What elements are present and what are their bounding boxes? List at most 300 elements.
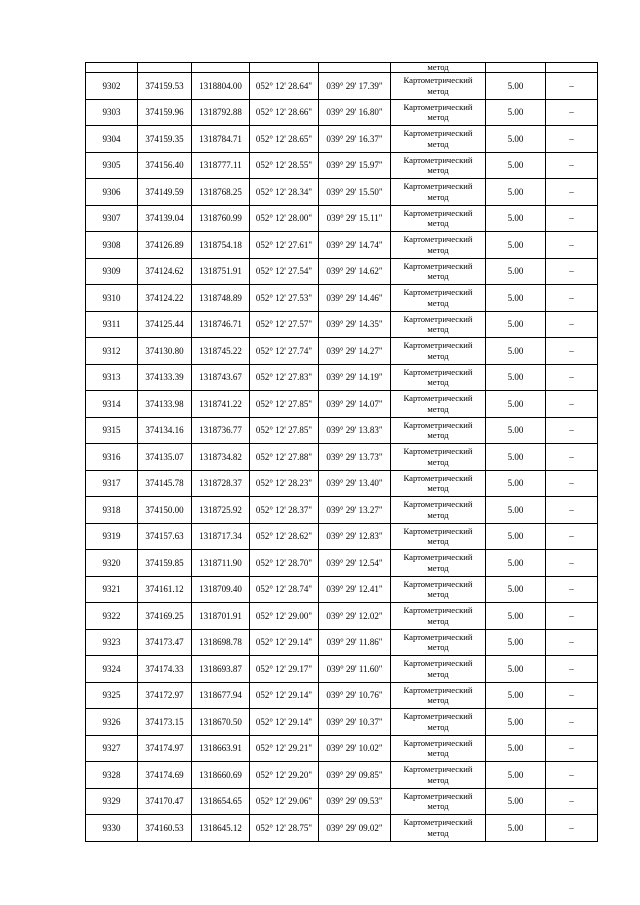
cell-x-coordinate: 374161.12	[138, 576, 192, 603]
cell-accuracy: 5.00	[486, 126, 546, 153]
cell-y-coordinate: 1318709.40	[192, 576, 250, 603]
cell-note: –	[546, 417, 598, 444]
cell-y-coordinate: 1318698.78	[192, 629, 250, 656]
cell-y-coordinate: 1318670.50	[192, 709, 250, 736]
cell-note: –	[546, 470, 598, 497]
cell-x-coordinate: 374126.89	[138, 232, 192, 259]
cell-empty	[546, 63, 598, 73]
method-line-2: метод	[427, 695, 449, 706]
cell-longitude: 039° 29' 13.73"	[319, 444, 391, 471]
cell-method-fragment	[391, 63, 486, 73]
method-line-2: метод	[427, 403, 449, 414]
table-row	[86, 709, 598, 736]
cell-longitude: 039° 29' 10.76"	[319, 682, 391, 709]
method-line-2: метод	[427, 774, 449, 785]
cell-accuracy: 5.00	[486, 152, 546, 179]
table-row	[86, 338, 598, 365]
cell-point-number: 9323	[86, 629, 138, 656]
cell-latitude: 052° 12' 28.34"	[250, 179, 319, 206]
cell-x-coordinate: 374169.25	[138, 603, 192, 630]
cell-accuracy: 5.00	[486, 550, 546, 577]
method-line-2: метод	[427, 165, 449, 176]
cell-longitude: 039° 29' 11.86"	[319, 629, 391, 656]
table-row	[86, 523, 598, 550]
cell-method	[391, 311, 486, 338]
method-line-2: метод	[427, 748, 449, 759]
method-line-2: метод	[427, 85, 449, 96]
method-line-1: Картометрический	[403, 128, 473, 139]
cell-x-coordinate: 374157.63	[138, 523, 192, 550]
cell-latitude: 052° 12' 28.70"	[250, 550, 319, 577]
cell-longitude: 039° 29' 12.02"	[319, 603, 391, 630]
method-line-1: Картометрический	[403, 472, 473, 483]
cell-method	[391, 338, 486, 365]
cell-method	[391, 788, 486, 815]
cell-longitude: 039° 29' 09.53"	[319, 788, 391, 815]
cell-x-coordinate: 374156.40	[138, 152, 192, 179]
cell-point-number: 9304	[86, 126, 138, 153]
method-line-1: Картометрический	[403, 525, 473, 536]
cell-method	[391, 762, 486, 789]
method-line-1: Картометрический	[403, 578, 473, 589]
method-line-2: метод	[427, 191, 449, 202]
cell-x-coordinate: 374159.35	[138, 126, 192, 153]
cell-y-coordinate: 1318754.18	[192, 232, 250, 259]
cell-method	[391, 550, 486, 577]
cell-longitude: 039° 29' 10.02"	[319, 735, 391, 762]
cell-longitude: 039° 29' 13.40"	[319, 470, 391, 497]
table-row	[86, 735, 598, 762]
cell-point-number: 9306	[86, 179, 138, 206]
cell-point-number: 9318	[86, 497, 138, 524]
cell-y-coordinate: 1318645.12	[192, 815, 250, 842]
cell-accuracy: 5.00	[486, 603, 546, 630]
table-row	[86, 152, 598, 179]
table-row	[86, 179, 598, 206]
table-row	[86, 444, 598, 471]
cell-point-number: 9302	[86, 73, 138, 100]
cell-latitude: 052° 12' 29.21"	[250, 735, 319, 762]
cell-point-number: 9319	[86, 523, 138, 550]
cell-method	[391, 576, 486, 603]
cell-latitude: 052° 12' 29.20"	[250, 762, 319, 789]
method-line-1: Картометрический	[403, 207, 473, 218]
cell-accuracy: 5.00	[486, 656, 546, 683]
cell-point-number: 9315	[86, 417, 138, 444]
cell-x-coordinate: 374139.04	[138, 205, 192, 232]
cell-x-coordinate: 374159.96	[138, 99, 192, 126]
cell-method	[391, 152, 486, 179]
method-line-1: Картометрический	[403, 181, 473, 192]
cell-point-number: 9307	[86, 205, 138, 232]
method-line-2: метод	[427, 430, 449, 441]
cell-latitude: 052° 12' 29.14"	[250, 629, 319, 656]
cell-accuracy: 5.00	[486, 311, 546, 338]
cell-y-coordinate: 1318728.37	[192, 470, 250, 497]
cell-note: –	[546, 205, 598, 232]
cell-accuracy: 5.00	[486, 682, 546, 709]
cell-longitude: 039° 29' 16.80"	[319, 99, 391, 126]
cell-method	[391, 523, 486, 550]
table-row	[86, 682, 598, 709]
cell-point-number: 9312	[86, 338, 138, 365]
method-line-2: метод	[427, 668, 449, 679]
cell-y-coordinate: 1318745.22	[192, 338, 250, 365]
method-line-1: Картометрический	[403, 764, 473, 775]
cell-latitude: 052° 12' 27.61"	[250, 232, 319, 259]
table-row	[86, 73, 598, 100]
cell-point-number: 9313	[86, 364, 138, 391]
cell-latitude: 052° 12' 28.75"	[250, 815, 319, 842]
method-line-1: Картометрический	[403, 605, 473, 616]
table-row	[86, 99, 598, 126]
cell-note: –	[546, 99, 598, 126]
cell-point-number: 9322	[86, 603, 138, 630]
cell-point-number: 9329	[86, 788, 138, 815]
cell-longitude: 039° 29' 17.39"	[319, 73, 391, 100]
table-row	[86, 497, 598, 524]
cell-note: –	[546, 656, 598, 683]
cell-longitude: 039° 29' 13.83"	[319, 417, 391, 444]
cell-note: –	[546, 735, 598, 762]
cell-accuracy: 5.00	[486, 576, 546, 603]
cell-point-number: 9327	[86, 735, 138, 762]
cell-empty	[86, 63, 138, 73]
cell-latitude: 052° 12' 28.23"	[250, 470, 319, 497]
cell-accuracy: 5.00	[486, 762, 546, 789]
cell-note: –	[546, 444, 598, 471]
table-row	[86, 126, 598, 153]
cell-note: –	[546, 152, 598, 179]
cell-note: –	[546, 576, 598, 603]
cell-y-coordinate: 1318725.92	[192, 497, 250, 524]
cell-method	[391, 258, 486, 285]
cell-accuracy: 5.00	[486, 497, 546, 524]
cell-accuracy: 5.00	[486, 709, 546, 736]
table-row	[86, 417, 598, 444]
method-line-1: Картометрический	[403, 737, 473, 748]
cell-y-coordinate: 1318792.88	[192, 99, 250, 126]
cell-x-coordinate: 374173.47	[138, 629, 192, 656]
cell-latitude: 052° 12' 28.37"	[250, 497, 319, 524]
method-line-2: метод	[427, 827, 449, 838]
cell-x-coordinate: 374133.98	[138, 391, 192, 418]
cell-x-coordinate: 374135.07	[138, 444, 192, 471]
method-line-2: метод	[427, 218, 449, 229]
table-row	[86, 285, 598, 312]
method-line-1: Картометрический	[403, 75, 473, 86]
cell-method	[391, 603, 486, 630]
cell-x-coordinate: 374134.16	[138, 417, 192, 444]
cell-longitude: 039° 29' 14.07"	[319, 391, 391, 418]
cell-note: –	[546, 550, 598, 577]
cell-y-coordinate: 1318804.00	[192, 73, 250, 100]
cell-longitude: 039° 29' 11.60"	[319, 656, 391, 683]
cell-point-number: 9303	[86, 99, 138, 126]
method-line-2: метод	[427, 271, 449, 282]
cell-x-coordinate: 374174.33	[138, 656, 192, 683]
cell-latitude: 052° 12' 28.64"	[250, 73, 319, 100]
method-line-1: Картометрический	[403, 340, 473, 351]
cell-note: –	[546, 523, 598, 550]
cell-latitude: 052° 12' 29.00"	[250, 603, 319, 630]
table-row	[86, 205, 598, 232]
cell-x-coordinate: 374150.00	[138, 497, 192, 524]
cell-note: –	[546, 788, 598, 815]
cell-x-coordinate: 374159.53	[138, 73, 192, 100]
method-line-2: метод	[427, 801, 449, 812]
cell-latitude: 052° 12' 27.85"	[250, 417, 319, 444]
cell-accuracy: 5.00	[486, 73, 546, 100]
table-row	[86, 603, 598, 630]
table-row	[86, 311, 598, 338]
cell-method	[391, 126, 486, 153]
cell-y-coordinate: 1318711.90	[192, 550, 250, 577]
cell-y-coordinate: 1318663.91	[192, 735, 250, 762]
method-line-2: метод	[427, 244, 449, 255]
method-line-1: Картометрический	[403, 260, 473, 271]
cell-y-coordinate: 1318693.87	[192, 656, 250, 683]
cell-latitude: 052° 12' 27.53"	[250, 285, 319, 312]
table-row	[86, 232, 598, 259]
cell-point-number: 9311	[86, 311, 138, 338]
cell-x-coordinate: 374125.44	[138, 311, 192, 338]
cell-y-coordinate: 1318654.65	[192, 788, 250, 815]
coordinates-table	[85, 62, 598, 842]
cell-accuracy: 5.00	[486, 523, 546, 550]
method-line-1: Картометрический	[403, 711, 473, 722]
cell-longitude: 039° 29' 10.37"	[319, 709, 391, 736]
cell-note: –	[546, 709, 598, 736]
cell-y-coordinate: 1318701.91	[192, 603, 250, 630]
cell-method	[391, 709, 486, 736]
cell-point-number: 9310	[86, 285, 138, 312]
cell-method	[391, 205, 486, 232]
cell-note: –	[546, 126, 598, 153]
method-line-2: метод	[427, 297, 449, 308]
cell-y-coordinate: 1318748.89	[192, 285, 250, 312]
cell-method	[391, 179, 486, 206]
cell-longitude: 039° 29' 12.41"	[319, 576, 391, 603]
cell-x-coordinate: 374149.59	[138, 179, 192, 206]
cell-point-number: 9317	[86, 470, 138, 497]
cell-longitude: 039° 29' 14.74"	[319, 232, 391, 259]
cell-note: –	[546, 179, 598, 206]
method-line-2: метод	[427, 112, 449, 123]
cell-note: –	[546, 497, 598, 524]
cell-longitude: 039° 29' 14.62"	[319, 258, 391, 285]
cell-note: –	[546, 682, 598, 709]
cell-x-coordinate: 374160.53	[138, 815, 192, 842]
cell-method	[391, 364, 486, 391]
table-row	[86, 576, 598, 603]
method-line-1: Картометрический	[403, 446, 473, 457]
cell-longitude: 039° 29' 15.50"	[319, 179, 391, 206]
cell-latitude: 052° 12' 28.65"	[250, 126, 319, 153]
method-line-1: Картометрический	[403, 234, 473, 245]
cell-longitude: 039° 29' 13.27"	[319, 497, 391, 524]
cell-x-coordinate: 374130.80	[138, 338, 192, 365]
cell-note: –	[546, 258, 598, 285]
cell-latitude: 052° 12' 29.14"	[250, 709, 319, 736]
cell-y-coordinate: 1318736.77	[192, 417, 250, 444]
cell-x-coordinate: 374173.15	[138, 709, 192, 736]
cell-note: –	[546, 364, 598, 391]
cell-x-coordinate: 374145.78	[138, 470, 192, 497]
cell-y-coordinate: 1318784.71	[192, 126, 250, 153]
cell-longitude: 039° 29' 15.11"	[319, 205, 391, 232]
cell-point-number: 9330	[86, 815, 138, 842]
cell-latitude: 052° 12' 28.62"	[250, 523, 319, 550]
method-line-2: метод	[427, 509, 449, 520]
cell-longitude: 039° 29' 12.54"	[319, 550, 391, 577]
cell-accuracy: 5.00	[486, 629, 546, 656]
cell-method	[391, 444, 486, 471]
cell-method	[391, 232, 486, 259]
method-line-1: Картометрический	[403, 313, 473, 324]
cell-longitude: 039° 29' 09.02"	[319, 815, 391, 842]
cell-latitude: 052° 12' 27.83"	[250, 364, 319, 391]
cell-y-coordinate: 1318743.67	[192, 364, 250, 391]
cell-point-number: 9316	[86, 444, 138, 471]
cell-method	[391, 497, 486, 524]
cell-x-coordinate: 374124.62	[138, 258, 192, 285]
cell-latitude: 052° 12' 28.66"	[250, 99, 319, 126]
cell-note: –	[546, 311, 598, 338]
cell-x-coordinate: 374170.47	[138, 788, 192, 815]
table-row	[86, 629, 598, 656]
cell-x-coordinate: 374133.39	[138, 364, 192, 391]
cell-y-coordinate: 1318751.91	[192, 258, 250, 285]
method-line-1: Картометрический	[403, 154, 473, 165]
cell-method	[391, 656, 486, 683]
cell-latitude: 052° 12' 28.55"	[250, 152, 319, 179]
table-row	[86, 762, 598, 789]
cell-longitude: 039° 29' 15.97"	[319, 152, 391, 179]
table-row	[86, 258, 598, 285]
cell-longitude: 039° 29' 16.37"	[319, 126, 391, 153]
cell-y-coordinate: 1318777.11	[192, 152, 250, 179]
cell-accuracy: 5.00	[486, 391, 546, 418]
cell-note: –	[546, 285, 598, 312]
table-row	[86, 656, 598, 683]
cell-note: –	[546, 338, 598, 365]
cell-point-number: 9324	[86, 656, 138, 683]
method-line-2: метод	[427, 138, 449, 149]
cell-latitude: 052° 12' 27.85"	[250, 391, 319, 418]
cell-x-coordinate: 374174.97	[138, 735, 192, 762]
method-line-1: Картометрический	[403, 631, 473, 642]
cell-point-number: 9309	[86, 258, 138, 285]
method-line-2: метод	[427, 721, 449, 732]
cell-latitude: 052° 12' 28.00"	[250, 205, 319, 232]
cell-latitude: 052° 12' 27.88"	[250, 444, 319, 471]
cell-accuracy: 5.00	[486, 258, 546, 285]
method-line-1: Картометрический	[403, 287, 473, 298]
method-line-2: метод	[427, 377, 449, 388]
cell-point-number: 9308	[86, 232, 138, 259]
method-line-1: Картометрический	[403, 499, 473, 510]
method-line-2: метод	[427, 456, 449, 467]
cell-accuracy: 5.00	[486, 232, 546, 259]
cell-accuracy: 5.00	[486, 99, 546, 126]
method-line-2: метод	[427, 615, 449, 626]
cell-method	[391, 73, 486, 100]
cell-point-number: 9320	[86, 550, 138, 577]
table-row	[86, 815, 598, 842]
cell-point-number: 9305	[86, 152, 138, 179]
cell-y-coordinate: 1318768.25	[192, 179, 250, 206]
cell-y-coordinate: 1318741.22	[192, 391, 250, 418]
cell-point-number: 9325	[86, 682, 138, 709]
cell-accuracy: 5.00	[486, 815, 546, 842]
cell-empty	[250, 63, 319, 73]
cell-x-coordinate: 374172.97	[138, 682, 192, 709]
cell-y-coordinate: 1318746.71	[192, 311, 250, 338]
cell-accuracy: 5.00	[486, 444, 546, 471]
cell-method	[391, 285, 486, 312]
method-line-1: Картометрический	[403, 552, 473, 563]
cell-accuracy: 5.00	[486, 205, 546, 232]
method-line-2: метод	[427, 562, 449, 573]
cell-method	[391, 391, 486, 418]
method-line-2: метод	[427, 350, 449, 361]
method-line-1: Картометрический	[403, 101, 473, 112]
method-line-1: Картометрический	[403, 366, 473, 377]
cell-x-coordinate: 374124.22	[138, 285, 192, 312]
method-line-1: Картометрический	[403, 817, 473, 828]
cell-note: –	[546, 762, 598, 789]
cell-latitude: 052° 12' 29.06"	[250, 788, 319, 815]
table-row	[86, 364, 598, 391]
cell-note: –	[546, 391, 598, 418]
cell-point-number: 9328	[86, 762, 138, 789]
cell-longitude: 039° 29' 09.85"	[319, 762, 391, 789]
cell-y-coordinate: 1318734.82	[192, 444, 250, 471]
method-line-2: метод	[427, 536, 449, 547]
cell-empty	[192, 63, 250, 73]
cell-latitude: 052° 12' 27.57"	[250, 311, 319, 338]
cell-method	[391, 99, 486, 126]
method-line-1: Картометрический	[403, 684, 473, 695]
cell-note: –	[546, 629, 598, 656]
table-row-continuation	[86, 63, 598, 73]
cell-latitude: 052° 12' 27.54"	[250, 258, 319, 285]
cell-longitude: 039° 29' 14.27"	[319, 338, 391, 365]
cell-accuracy: 5.00	[486, 338, 546, 365]
cell-method	[391, 629, 486, 656]
cell-longitude: 039° 29' 14.19"	[319, 364, 391, 391]
cell-accuracy: 5.00	[486, 364, 546, 391]
method-line-2: метод	[427, 589, 449, 600]
method-line-1: Картометрический	[403, 790, 473, 801]
cell-method	[391, 682, 486, 709]
cell-accuracy: 5.00	[486, 417, 546, 444]
cell-y-coordinate: 1318677.94	[192, 682, 250, 709]
cell-accuracy: 5.00	[486, 470, 546, 497]
method-line-1: Картометрический	[403, 658, 473, 669]
cell-accuracy: 5.00	[486, 788, 546, 815]
cell-y-coordinate: 1318660.69	[192, 762, 250, 789]
table-body	[86, 63, 598, 842]
cell-latitude: 052° 12' 28.74"	[250, 576, 319, 603]
cell-latitude: 052° 12' 29.17"	[250, 656, 319, 683]
cell-method	[391, 417, 486, 444]
cell-point-number: 9326	[86, 709, 138, 736]
cell-empty	[486, 63, 546, 73]
method-line-2: метод	[427, 324, 449, 335]
cell-x-coordinate: 374159.85	[138, 550, 192, 577]
